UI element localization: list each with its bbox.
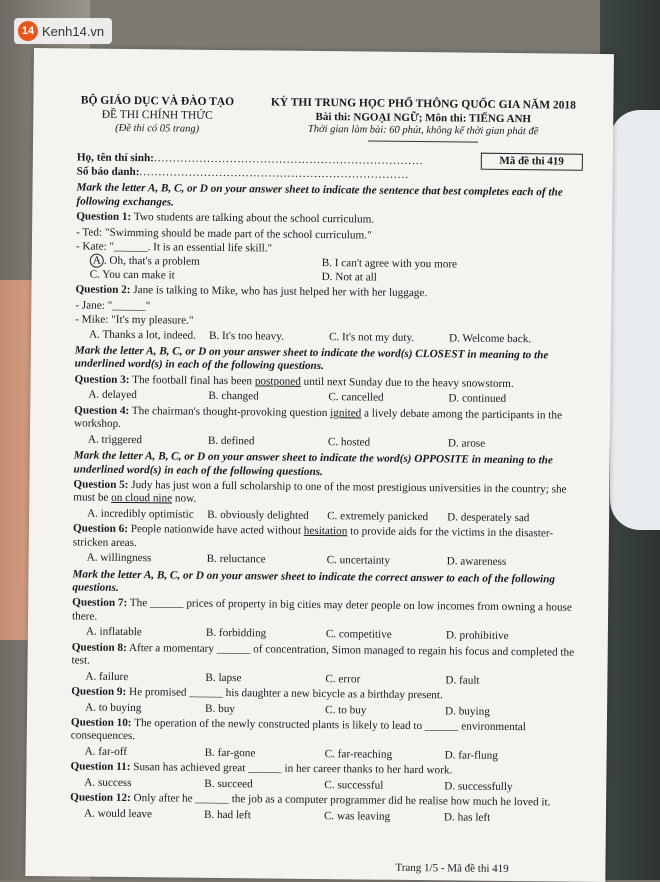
official-exam: ĐỀ THI CHÍNH THỨC <box>101 108 213 122</box>
q1-line3: - Kate: "______. It is an essential life skill." <box>75 240 273 255</box>
q5-option-a[interactable]: A. incredibly optimistic <box>87 507 194 521</box>
name-dots: ....................................................................... <box>153 152 424 168</box>
q3-pre: The football final has been <box>132 373 253 388</box>
watermark-logo <box>14 18 112 44</box>
q12-option-d[interactable]: D. has left <box>443 810 491 824</box>
q6-post: to provide aids for the victims in the disaster-stricken areas. <box>72 525 554 549</box>
header-right <box>263 96 583 143</box>
q8-option-a[interactable]: A. failure <box>85 670 129 683</box>
q7-label: Question 7: <box>72 596 128 610</box>
q8-option-c[interactable]: C. error <box>325 672 361 686</box>
q10-option-b[interactable]: B. far-gone <box>204 746 256 760</box>
question-7 <box>72 597 578 629</box>
q3-post: until next Sunday due to the heavy snowstorm. <box>303 375 514 390</box>
q9-option-c[interactable]: C. to buy <box>325 703 367 717</box>
q5-underlined: on cloud nine <box>111 492 173 505</box>
q1-option-b[interactable]: B. I can't agree with you more <box>321 257 458 271</box>
q3-option-b[interactable]: B. changed <box>208 390 259 403</box>
q6-option-b[interactable]: B. reluctance <box>206 552 266 566</box>
q2-line3: - Mike: "It's my pleasure." <box>75 313 194 327</box>
page-count-note: (Đề thi có 05 trang) <box>115 122 200 135</box>
q6-option-c[interactable]: C. uncertainty <box>326 554 391 567</box>
exam-time: Thời gian làm bài: 60 phút, không kể thời gian phát đề <box>307 123 539 138</box>
logo-badge: 14 <box>18 21 38 41</box>
q1-label: Question 1: <box>76 210 132 224</box>
q4-pre: The chairman's thought-provoking question <box>131 404 328 419</box>
header-left <box>77 94 237 139</box>
q6-underlined: hesitation <box>303 525 348 538</box>
exam-header <box>77 94 583 143</box>
exam-code: Mã đề thi 419 <box>480 152 583 170</box>
q5-post: now. <box>174 492 197 506</box>
q12-option-b[interactable]: B. had left <box>203 808 251 821</box>
q8-option-b[interactable]: B. lapse <box>205 671 242 684</box>
question-8 <box>72 641 578 673</box>
q10-option-a[interactable]: A. far-off <box>84 745 128 758</box>
q7-option-d[interactable]: D. prohibitive <box>445 629 509 643</box>
q9-label: Question 9: <box>71 685 127 699</box>
q1-a-visible: . Oh, that's a problem <box>103 255 200 269</box>
q3-option-a[interactable]: A. delayed <box>88 388 137 402</box>
q2-option-c[interactable]: C. It's not my duty. <box>328 330 415 344</box>
q9-option-d[interactable]: D. buying <box>445 704 490 718</box>
question-6 <box>73 523 579 555</box>
q4-post: a lively debate among the participants in the workshop. <box>74 407 563 431</box>
sleeve <box>610 110 660 530</box>
instruction-2: Mark the letter A, B, C, or D on your answer sheet to indicate the word(s) CLOSEST in meaning to the underlined word(s) in each of the following questions. <box>74 344 549 373</box>
q2-option-b[interactable]: B. It's too heavy. <box>208 329 284 343</box>
question-5 <box>73 478 579 510</box>
q4-option-a[interactable]: A. triggered <box>87 433 143 446</box>
q11-option-b[interactable]: B. succeed <box>204 777 253 791</box>
q3-option-c[interactable]: C. cancelled <box>328 391 384 405</box>
q12-label: Question 12: <box>70 791 131 805</box>
q4-option-b[interactable]: B. defined <box>207 434 255 447</box>
q8-option-d[interactable]: D. fault <box>445 673 480 687</box>
q10-option-d[interactable]: D. far-flung <box>444 749 498 762</box>
q10-label: Question 10: <box>70 716 132 730</box>
q7-option-c[interactable]: C. competitive <box>325 628 392 642</box>
q4-option-c[interactable]: C. hosted <box>327 435 371 449</box>
q10-text: The operation of the newly constructed plants is likely to lead to ______ environmental consequences. <box>70 717 526 743</box>
q1-text: Two students are talking about the school curriculum. <box>133 211 375 226</box>
q3-underlined: postponed <box>254 375 301 388</box>
instruction-1: Mark the letter A, B, C, or D on your answer sheet to indicate the sentence that best completes each of the following exchanges. <box>76 181 563 209</box>
q6-pre: People nationwide have acted without <box>130 523 302 538</box>
q5-option-d[interactable]: D. desperately sad <box>447 511 530 525</box>
exam-subject: Bài thi: NGOẠI NGỮ; Môn thi: TIẾNG ANH <box>315 110 532 126</box>
q7-option-b[interactable]: B. forbidding <box>205 627 267 640</box>
header-rule <box>368 140 478 142</box>
q5-option-b[interactable]: B. obviously delighted <box>207 508 309 522</box>
q5-option-c[interactable]: C. extremely panicked <box>327 509 429 523</box>
answer-mark: A <box>90 254 104 268</box>
instruction-4: Mark the letter A, B, C, or D on your answer sheet to indicate the correct answer to each of the following questions. <box>72 568 556 594</box>
q9-option-b[interactable]: B. buy <box>205 702 235 715</box>
q8-text: After a momentary ______ of concentration, Simon managed to regain his focus and completed the test. <box>71 641 575 667</box>
q6-options <box>87 552 579 571</box>
q4-underlined: ignited <box>330 406 362 420</box>
q4-options <box>88 433 580 452</box>
q3-option-d[interactable]: D. continued <box>448 392 507 406</box>
exam-paper <box>25 48 614 882</box>
q2-option-d[interactable]: D. Welcome back. <box>448 331 532 345</box>
q10-option-c[interactable]: C. far-reaching <box>324 747 393 761</box>
q12-text: Only after he ______ the job as a computer programmer did he realise how much he loved it. <box>133 792 551 809</box>
q1-option-d[interactable]: D. Not at all <box>321 270 377 284</box>
q11-option-d[interactable]: D. successfully <box>444 780 513 793</box>
q11-option-a[interactable]: A. success <box>84 776 132 789</box>
q1-option-c[interactable]: C. You can make it <box>89 268 175 282</box>
q2-text: Jane is talking to Mike, who has just helped her with her luggage. <box>133 284 428 300</box>
q6-option-d[interactable]: D. awareness <box>446 555 507 569</box>
q11-text: Susan has achieved great ______ in her career thanks to her hard work. <box>133 761 453 777</box>
q8-label: Question 8: <box>71 641 127 654</box>
q2-label: Question 2: <box>75 283 131 297</box>
ministry: BỘ GIÁO DỤC VÀ ĐÀO TẠO <box>80 94 235 109</box>
q11-option-c[interactable]: C. successful <box>324 778 384 792</box>
q1-options <box>90 255 582 287</box>
q2-line2: - Jane: "______" <box>75 299 151 312</box>
instruction-3: Mark the letter A, B, C, or D on your answer sheet to indicate the word(s) OPPOSITE in meaning to the underlined word(s) in each of the following questions. <box>73 449 553 478</box>
exam-title: KỲ THI TRUNG HỌC PHỔ THÔNG QUỐC GIA NĂM 2018 <box>270 96 577 112</box>
q6-option-a[interactable]: A. willingness <box>86 551 152 565</box>
logo-text: Kenh14.vn <box>42 23 105 39</box>
q9-text: He promised ______ his daughter a new bicycle as a birthday present. <box>129 686 443 702</box>
q11-label: Question 11: <box>70 760 131 774</box>
q12-option-c[interactable]: C. was leaving <box>323 809 391 823</box>
q4-option-d[interactable]: D. arose <box>447 436 486 450</box>
q5-label: Question 5: <box>73 478 129 491</box>
question-4 <box>74 404 580 436</box>
q3-label: Question 3: <box>74 373 130 386</box>
q5-pre: Judy has just won a full scholarship to one of the most prestigious universities in the country; she must be <box>73 478 567 505</box>
q9-option-a[interactable]: A. to buying <box>85 701 142 714</box>
q7-option-a[interactable]: A. inflatable <box>85 625 142 639</box>
q12-option-a[interactable]: A. would leave <box>83 807 153 820</box>
q4-label: Question 4: <box>74 404 130 417</box>
question-10 <box>71 716 577 748</box>
q2-option-a[interactable]: A. Thanks a lot, indeed. <box>88 328 197 342</box>
name-label: Họ, tên thí sinh: <box>76 151 155 165</box>
q7-text: The ______ prices of property in big cities may deter people on low incomes from owning a house there. <box>71 597 572 623</box>
q6-label: Question 6: <box>72 522 129 536</box>
q12-options <box>84 807 576 826</box>
id-label: Số báo danh: <box>76 165 140 178</box>
q1-line2: - Ted: "Swimming should be made part of the school curriculum." <box>76 225 372 242</box>
id-dots: ....................................................................... <box>139 165 410 181</box>
page-footer: Trang 1/5 - Mã đề thi 419 <box>395 861 509 876</box>
